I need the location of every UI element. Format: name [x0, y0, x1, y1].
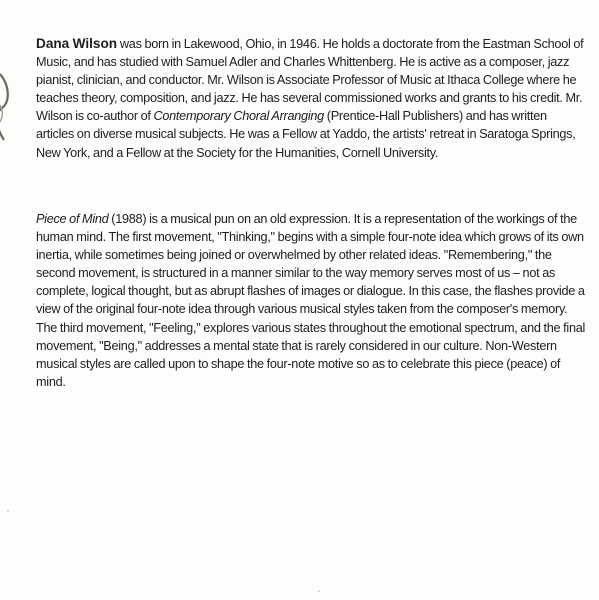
- composer-name: Dana Wilson: [36, 36, 118, 51]
- paper-speck: [318, 590, 320, 592]
- paper-speck: [7, 510, 9, 512]
- program-notes-paragraph: [36, 210, 586, 391]
- work-title: Piece of Mind: [36, 212, 109, 226]
- composer-biography: [36, 35, 586, 162]
- book-title: Contemporary Choral Arranging: [153, 109, 324, 124]
- program-notes-text: (1988) is a musical pun on an old expression. It is a representation of the workings of the human mind. The first movement, "Thinking," begins with a simple four-note idea which grows of its own inertia, while sometimes being joined or overwhelmed by other related ideas. "Remembering," the second movement, is structured in a manner similar to the way memory serves most of us – not as complete, logical thought, but as abrupt flashes of images or dialogue. In this case, the flashes provide a view of the original four-note idea through various musical styles taken from the composer's memory. The third movement, "Feeling," explores various states throughout the emotional spectrum, and the final movement, "Being," addresses a mental state that is rarely considered in our culture. Non-Western musical styles are called upon to shape the four-note motive so as to celebrate this piece (peace) of mind.: [36, 212, 586, 389]
- biography-paragraph: [36, 35, 586, 162]
- biography-text-part-1: was born in Lakewood, Ohio, in 1946. He holds a doctorate from the Eastman School of Music, and has studied with Samuel Adler and Charles Whittenberg. He is active as a composer, jazz pianist, clinician, and conductor. Mr. Wilson is Associate Professor of Music at Ithaca College where he teaches theory, composition, and jazz. He has several commissioned works and grants to his credit. Mr. Wilson is co-author of: [36, 37, 584, 124]
- binding-mark: [0, 72, 14, 142]
- biography-text-part-2: (Prentice-Hall Publishers) and has written articles on diverse musical subjects. He was a Fellow at Yaddo, the artists' retreat in Saratoga Springs, New York, and a Fellow at the Society for the Humanities, Cornell University.: [36, 109, 576, 160]
- program-notes: [36, 210, 586, 391]
